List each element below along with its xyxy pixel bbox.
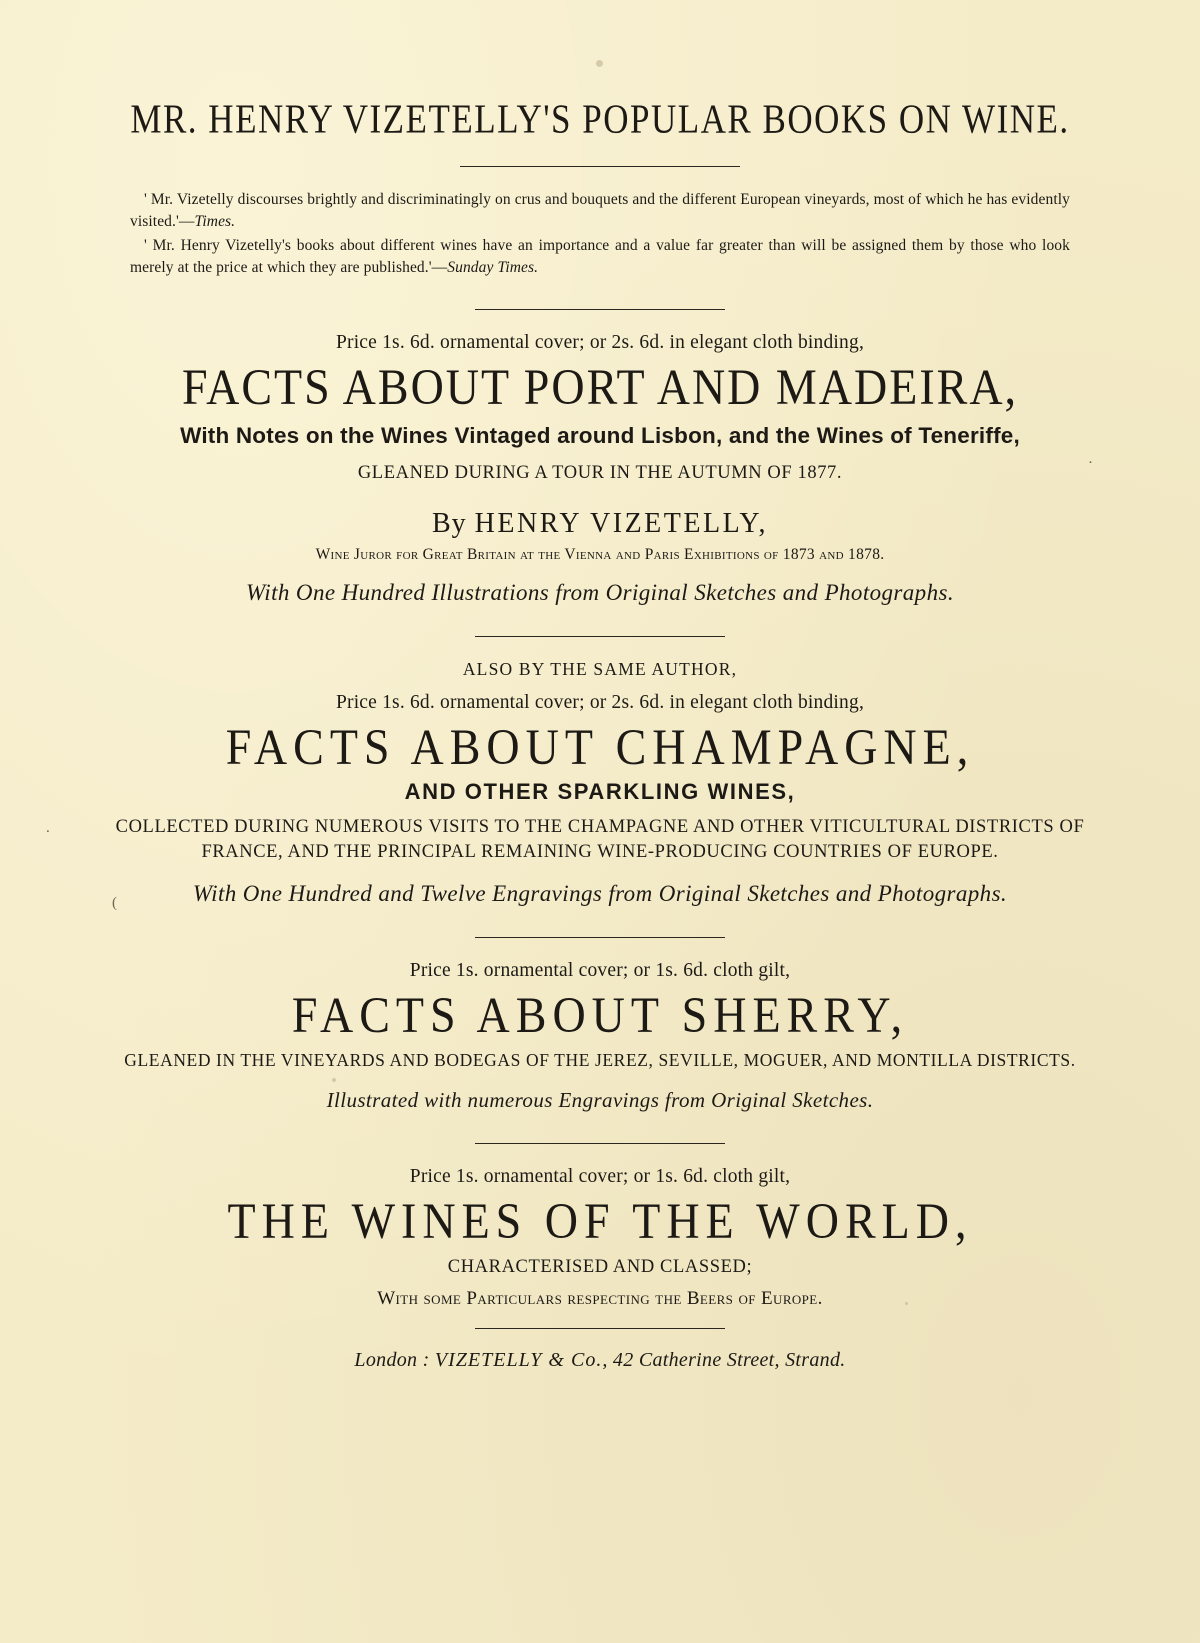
also-by-label: ALSO BY THE SAME AUTHOR, <box>462 658 738 679</box>
press-quote-source: Times. <box>194 213 236 230</box>
press-quote <box>130 235 1070 279</box>
author-credential: Wine Juror for Great Britain at the Vienna and Paris Exhibitions of 1873 and 1878. <box>315 545 885 563</box>
press-quotes <box>130 189 1070 279</box>
book-provenance: CHARACTERISED AND CLASSED; <box>447 1257 753 1278</box>
divider-rule <box>460 166 740 167</box>
book-entry-port-and-madeira <box>110 332 1090 606</box>
divider-rule <box>475 309 725 310</box>
book-title: THE WINES OF THE WORLD, <box>227 1193 973 1250</box>
page-title: MR. HENRY VIZETELLY'S POPULAR BOOKS ON WINE. <box>130 96 1070 143</box>
book-illustrations: Illustrated with numerous Engravings from Original Sketches. <box>326 1088 874 1113</box>
byline-prefix: By <box>431 507 475 539</box>
divider-rule <box>475 1328 725 1329</box>
imprint-city: London : <box>354 1349 435 1372</box>
book-title: FACTS ABOUT CHAMPAGNE, <box>225 718 975 775</box>
edge-mark: ( <box>112 895 117 911</box>
book-price: Price 1s. 6d. ornamental cover; or 2s. 6d. in elegant cloth binding, <box>335 332 865 353</box>
book-note: With some Particulars respecting the Beers of Europe. <box>377 1288 823 1310</box>
divider-rule <box>475 636 725 637</box>
paper-speck <box>596 60 603 67</box>
book-price: Price 1s. ornamental cover; or 1s. 6d. cloth gilt, <box>409 959 791 981</box>
author-name: HENRY VIZETELLY, <box>474 507 768 539</box>
book-entry-sherry <box>110 960 1090 1114</box>
book-illustrations: With One Hundred and Twelve Engravings from Original Sketches and Photographs. <box>192 880 1008 906</box>
advertisement-content <box>110 96 1090 1372</box>
book-subtitle: AND OTHER SPARKLING WINES, <box>404 778 796 804</box>
book-provenance: COLLECTED DURING NUMEROUS VISITS TO THE CHAMPAGNE AND OTHER VITICULTURAL DISTRICTS OF FRANCE, AND THE PRINCIPAL REMAINING WINE-PRODUCING COUNTRIES OF EUROPE. <box>115 816 1085 862</box>
press-quote-text: ' Mr. Vizetelly discourses brightly and discriminatingly on crus and bouquets and the different European vineyards, most of which he has evidently visited.'— <box>130 191 1070 230</box>
book-entry-wines-of-the-world <box>110 1166 1090 1310</box>
book-title: FACTS ABOUT PORT AND MADEIRA, <box>181 359 1019 416</box>
edge-mark: . <box>46 820 50 836</box>
book-provenance: GLEANED DURING A TOUR IN THE AUTUMN OF 1877. <box>357 462 843 483</box>
book-price: Price 1s. ornamental cover; or 1s. 6d. cloth gilt, <box>409 1166 791 1188</box>
publisher-imprint <box>110 1349 1090 1372</box>
book-subtitle: With Notes on the Wines Vintaged around Lisbon, and the Wines of Teneriffe, <box>180 423 1020 448</box>
press-quote <box>130 189 1070 233</box>
press-quote-source: Sunday Times. <box>447 259 539 276</box>
book-entry-champagne <box>110 659 1090 907</box>
book-byline <box>110 508 1090 540</box>
press-quote-text: ' Mr. Henry Vizetelly's books about different wines have an importance and a value far greater than will be assigned them by those who look merely at the price at which they are published.'— <box>130 237 1070 276</box>
divider-rule <box>475 1143 725 1144</box>
edge-mark: · <box>1088 455 1093 471</box>
book-illustrations: With One Hundred Illustrations from Original Sketches and Photographs. <box>246 579 954 605</box>
divider-rule <box>475 937 725 938</box>
imprint-publisher: VIZETELLY & Co. <box>434 1349 603 1372</box>
book-provenance: GLEANED IN THE VINEYARDS AND BODEGAS OF THE JEREZ, SEVILLE, MOGUER, AND MONTILLA DISTRICTS. <box>124 1049 1076 1070</box>
book-title: FACTS ABOUT SHERRY, <box>291 986 909 1043</box>
book-price: Price 1s. 6d. ornamental cover; or 2s. 6d. in elegant cloth binding, <box>335 691 865 713</box>
imprint-address: , 42 Catherine Street, Strand. <box>602 1349 846 1372</box>
